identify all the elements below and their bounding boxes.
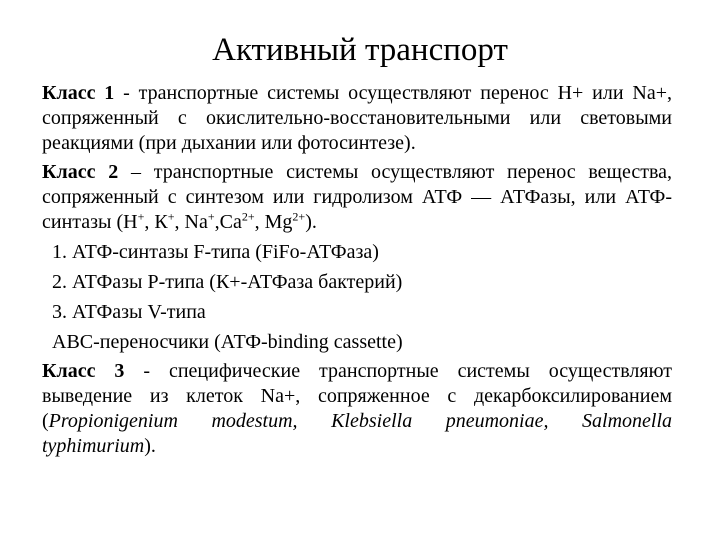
class-1-paragraph bbox=[42, 81, 672, 156]
slide-title: Активный транспорт bbox=[212, 32, 508, 68]
class-2-text: ,Са bbox=[214, 211, 242, 233]
class-2-text: – транспортные системы осуществляют перенос вещества, сопряженный с синтезом или гидролизом АТФ — АТФазы, или АТФ-синтазы (Н bbox=[42, 161, 672, 233]
class-3-label: Класс 3 bbox=[42, 360, 125, 382]
species-list: Propionigenium modestum, Klebsiella pneumoniae, Salmonella typhimurium bbox=[42, 410, 672, 457]
class-2-paragraph bbox=[42, 160, 672, 235]
class-1-label: Класс 1 bbox=[42, 82, 115, 104]
class-3-text: - специфические транспортные системы осуществляют выведение из клеток Na+, сопряженное с декарбоксилированием ( bbox=[42, 360, 672, 432]
class-2-text: , К bbox=[144, 211, 168, 233]
class-2-text: ). bbox=[305, 211, 317, 233]
ion-charge: 2+ bbox=[241, 209, 255, 224]
list-item: 2. АТФазы Р-типа (К+-АТФаза бактерий) bbox=[52, 271, 403, 293]
list-item: 3. АТФазы V-типа bbox=[52, 301, 206, 323]
class-3-paragraph bbox=[42, 359, 672, 459]
list-item: АВС-переносчики (АТФ-binding cassette) bbox=[52, 331, 403, 353]
ion-charge: + bbox=[207, 209, 215, 224]
ion-charge: + bbox=[137, 209, 145, 224]
list-item: 1. АТФ-синтазы F-типа (FiFo-АТФаза) bbox=[52, 241, 379, 263]
ion-charge: 2+ bbox=[292, 209, 306, 224]
ion-charge: + bbox=[167, 209, 175, 224]
class-2-label: Класс 2 bbox=[42, 161, 119, 183]
class-3-end: ). bbox=[144, 435, 156, 457]
class-1-text: - транспортные системы осуществляют перенос Н+ или Na+, сопряженный с окислительно-восстановительными или световыми реакциями (при дыхании или фотосинтезе). bbox=[42, 82, 672, 154]
class-2-text: , Mg bbox=[254, 211, 293, 233]
class-2-text: , Na bbox=[174, 211, 208, 233]
atpase-list bbox=[42, 237, 672, 357]
slide-content bbox=[42, 81, 672, 459]
